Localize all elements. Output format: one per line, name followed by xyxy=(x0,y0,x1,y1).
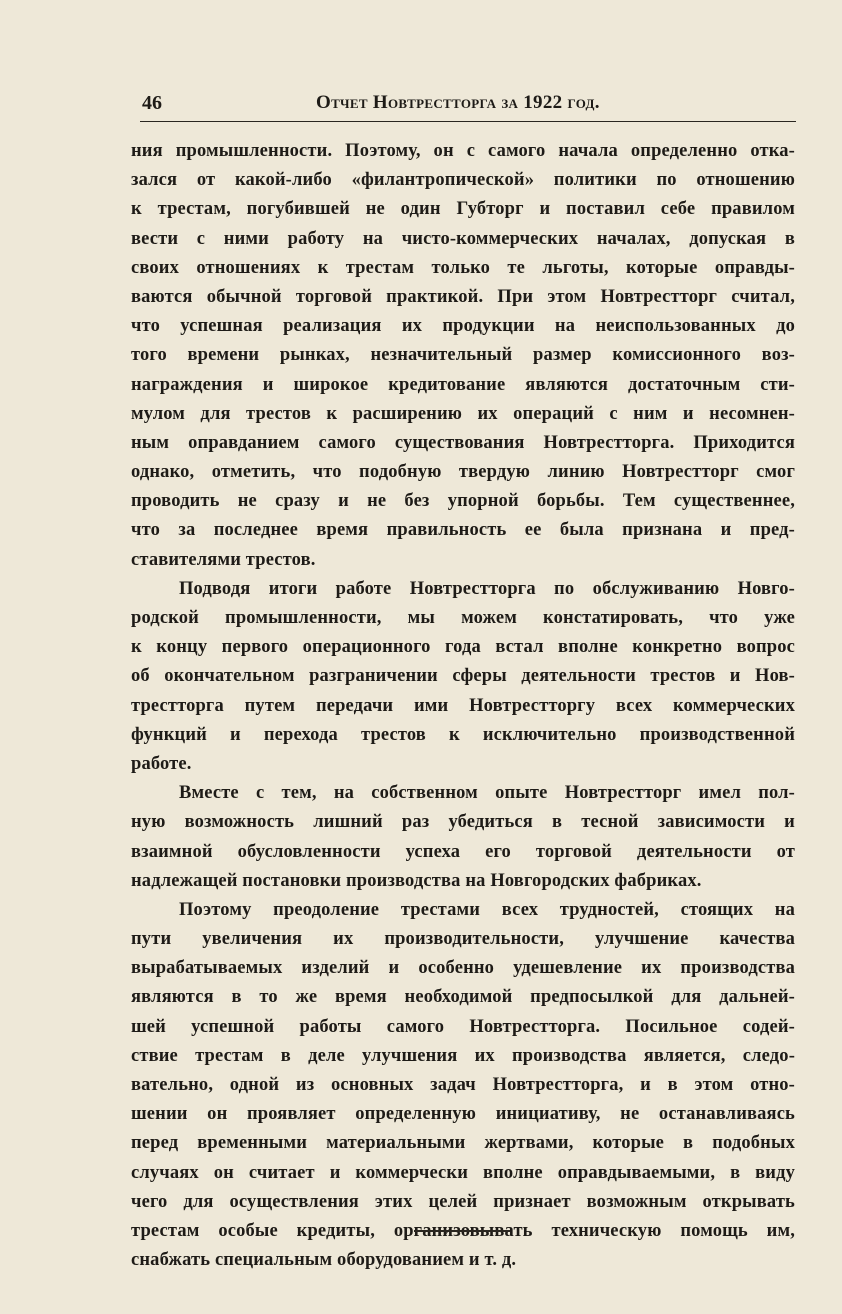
text-line: шении он проявляет определенную инициативу, не останавливаясь xyxy=(131,1104,795,1125)
text-line: чего для осуществления этих целей признает возможным открывать xyxy=(131,1191,795,1212)
text-line: пути увеличения их производительности, улучшение качества xyxy=(131,929,795,950)
text-line: вести с ними работу на чисто-коммерческих началах, допуская в xyxy=(131,228,795,249)
running-title: Отчет Новтрестторга за 1922 год. xyxy=(316,92,600,113)
text-line: ния промышленности. Поэтому, он с самого начала определенно отка- xyxy=(131,141,795,161)
text-line: однако, отметить, что подобную твердую линию Новтрестторг смог xyxy=(131,462,795,483)
text-line: Подводя итоги работе Новтрестторга по обслуживанию Новго- xyxy=(179,578,795,599)
text-line: ным оправданием самого существования Новтрестторга. Приходится xyxy=(131,432,795,453)
text-line: работе. xyxy=(131,753,192,774)
text-line: своих отношениях к трестам только те льготы, которые оправды- xyxy=(131,257,795,278)
text-line: вырабатываемых изделий и особенно удешевление их производства xyxy=(131,958,795,979)
paragraph xyxy=(131,575,795,779)
text-line: ствие трестам в деле улучшения их производства является, следо- xyxy=(131,1045,795,1066)
text-line: Поэтому преодоление трестами всех трудностей, стоящих на xyxy=(179,899,795,920)
text-line: зался от какой-либо «филантропической» политики по отношению xyxy=(131,170,795,191)
text-line: взаимной обусловленности успеха его торговой деятельности от xyxy=(131,841,795,862)
paragraph xyxy=(131,896,795,1275)
text-line: трестам особые кредиты, организовывать техническую помощь им, xyxy=(131,1220,795,1241)
text-line: к концу первого операционного года встал вполне конкретно вопрос xyxy=(131,637,795,658)
text-line: ваются обычной торговой практикой. При этом Новтрестторг считал, xyxy=(131,286,795,307)
text-line: ставителями трестов. xyxy=(131,549,316,570)
text-line: награждения и широкое кредитование являются достаточным сти- xyxy=(131,374,795,395)
running-head xyxy=(142,92,794,122)
text-line: ную возможность лишний раз убедиться в тесной зависимости и xyxy=(131,812,795,833)
text-line: являются в то же время необходимой предпосылкой для дальней- xyxy=(131,987,795,1008)
text-line: проводить не сразу и не без упорной борьбы. Тем существеннее, xyxy=(131,491,795,512)
text-line: к трестам, погубившей не один Губторг и поставил себе правилом xyxy=(131,199,795,220)
text-line: трестторга путем передачи ими Новтрестторгу всех коммерческих xyxy=(131,695,795,716)
paragraph xyxy=(131,137,795,575)
text-line: случаях он считает и коммерчески вполне оправдываемыми, в виду xyxy=(131,1162,795,1183)
text-line: Вместе с тем, на собственном опыте Новтрестторг имел пол- xyxy=(179,783,795,804)
text-line: шей успешной работы самого Новтрестторга. Посильное содей- xyxy=(131,1016,795,1037)
text-line: вательно, одной из основных задач Новтрестторга, и в этом отно- xyxy=(131,1075,795,1095)
text-line: об окончательном разграничении сферы деятельности трестов и Нов- xyxy=(131,666,795,687)
paragraph xyxy=(131,779,795,896)
body-text xyxy=(131,137,795,1275)
end-rule xyxy=(414,1230,510,1232)
text-line: перед временными материальными жертвами, которые в подобных xyxy=(131,1133,795,1154)
text-line: что за последнее время правильность ее была признана и пред- xyxy=(131,520,795,541)
text-line: родской промышленности, мы можем констатировать, что уже xyxy=(131,608,795,628)
text-line: что успешная реализация их продукции на неиспользованных до xyxy=(131,316,795,337)
header-rule xyxy=(140,121,796,122)
page-number: 46 xyxy=(142,92,162,114)
text-line: того времени рынках, незначительный размер комиссионного воз- xyxy=(131,345,795,366)
text-line: снабжать специальным оборудованием и т. д. xyxy=(131,1250,517,1271)
text-line: надлежащей постановки производства на Новгородских фабриках. xyxy=(131,870,702,891)
text-line: мулом для трестов к расширению их операций с ним и несомнен- xyxy=(131,403,795,424)
text-line: функций и перехода трестов к исключительно производственной xyxy=(131,724,795,745)
